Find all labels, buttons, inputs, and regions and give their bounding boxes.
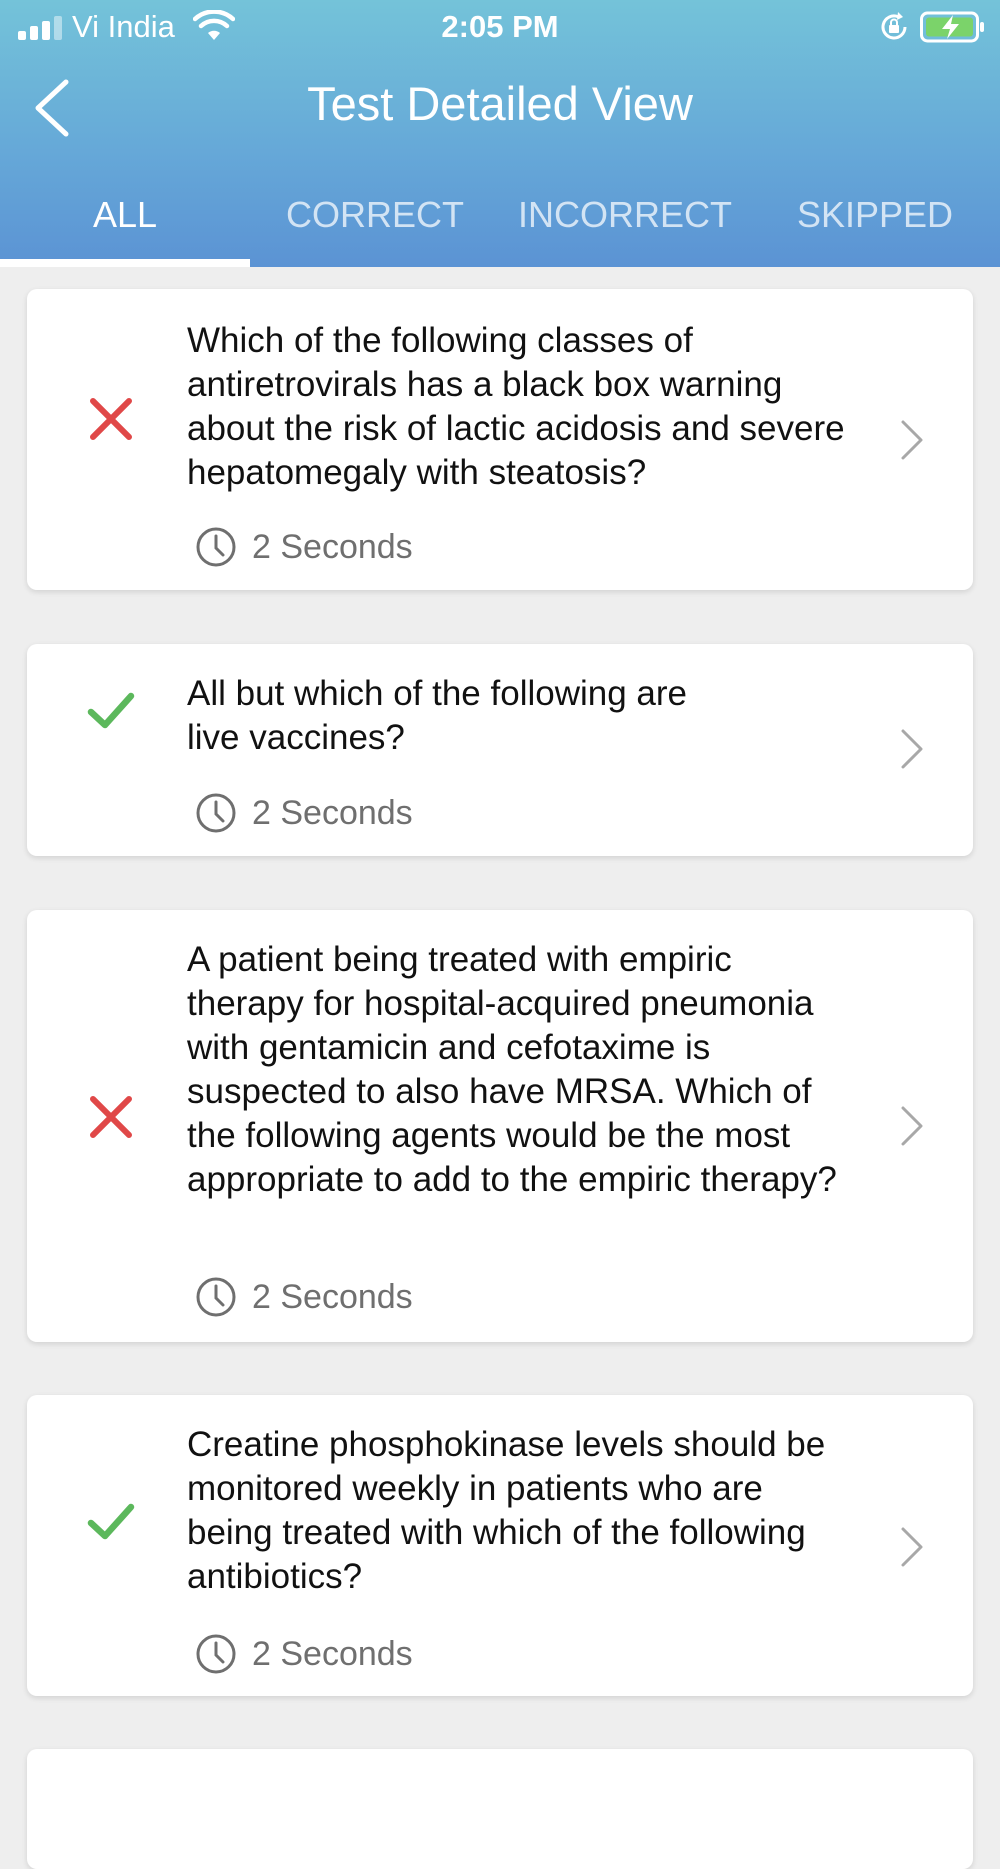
question-card[interactable]	[27, 1749, 973, 1869]
question-text: Which of the following classes of antiretrovirals has a black box warning about the risk of lactic acidosis and severe hepatomegaly with steatosis?	[187, 321, 845, 492]
clock-icon	[194, 525, 238, 569]
time-label: 2 Seconds	[252, 1277, 413, 1316]
tab-incorrect[interactable]: INCORRECT	[518, 194, 732, 235]
time-label: 2 Seconds	[252, 1634, 413, 1673]
time-label: 2 Seconds	[252, 793, 413, 832]
question-text: All but which of the following are live vaccines?	[187, 674, 687, 757]
clock-icon	[194, 1632, 238, 1676]
chevron-right-icon	[897, 418, 927, 462]
tab-correct[interactable]: CORRECT	[286, 194, 464, 235]
rotation-lock-icon	[878, 11, 910, 43]
chevron-right-icon	[897, 727, 927, 771]
clock-icon	[194, 791, 238, 835]
question-text: A patient being treated with empiric therapy for hospital-acquired pneumonia with gentamicin and cefotaxime is suspected to also have MRSA. Which of the following agents would be the most appropriate to add to the empiric therapy?	[187, 940, 837, 1199]
question-text: Creatine phosphokinase levels should be monitored weekly in patients who are being treated with which of the following antibiotics?	[187, 1425, 826, 1596]
page-title: Test Detailed View	[307, 77, 693, 130]
time-taken	[194, 1275, 413, 1319]
tab-bar	[0, 182, 1000, 267]
time-taken	[194, 791, 413, 835]
question-card[interactable]	[27, 644, 973, 856]
cross-icon	[85, 393, 137, 445]
clock-icon	[194, 1275, 238, 1319]
status-bar	[0, 0, 1000, 56]
question-card[interactable]	[27, 1395, 973, 1696]
question-card[interactable]	[27, 289, 973, 590]
chevron-right-icon	[897, 1104, 927, 1148]
time-label: 2 Seconds	[252, 527, 413, 566]
time-taken	[194, 1632, 413, 1676]
tab-skipped[interactable]: SKIPPED	[796, 194, 954, 235]
time-taken	[194, 525, 413, 569]
battery-charging-icon	[920, 11, 986, 43]
status-time: 2:05 PM	[441, 9, 559, 44]
app-header	[0, 0, 1000, 267]
carrier-name: Vi India	[72, 9, 175, 44]
check-icon	[85, 684, 137, 736]
tab-all[interactable]: ALL	[0, 182, 250, 267]
cross-icon	[85, 1091, 137, 1143]
question-card[interactable]	[27, 910, 973, 1342]
check-icon	[85, 1495, 137, 1547]
chevron-right-icon	[897, 1525, 927, 1569]
